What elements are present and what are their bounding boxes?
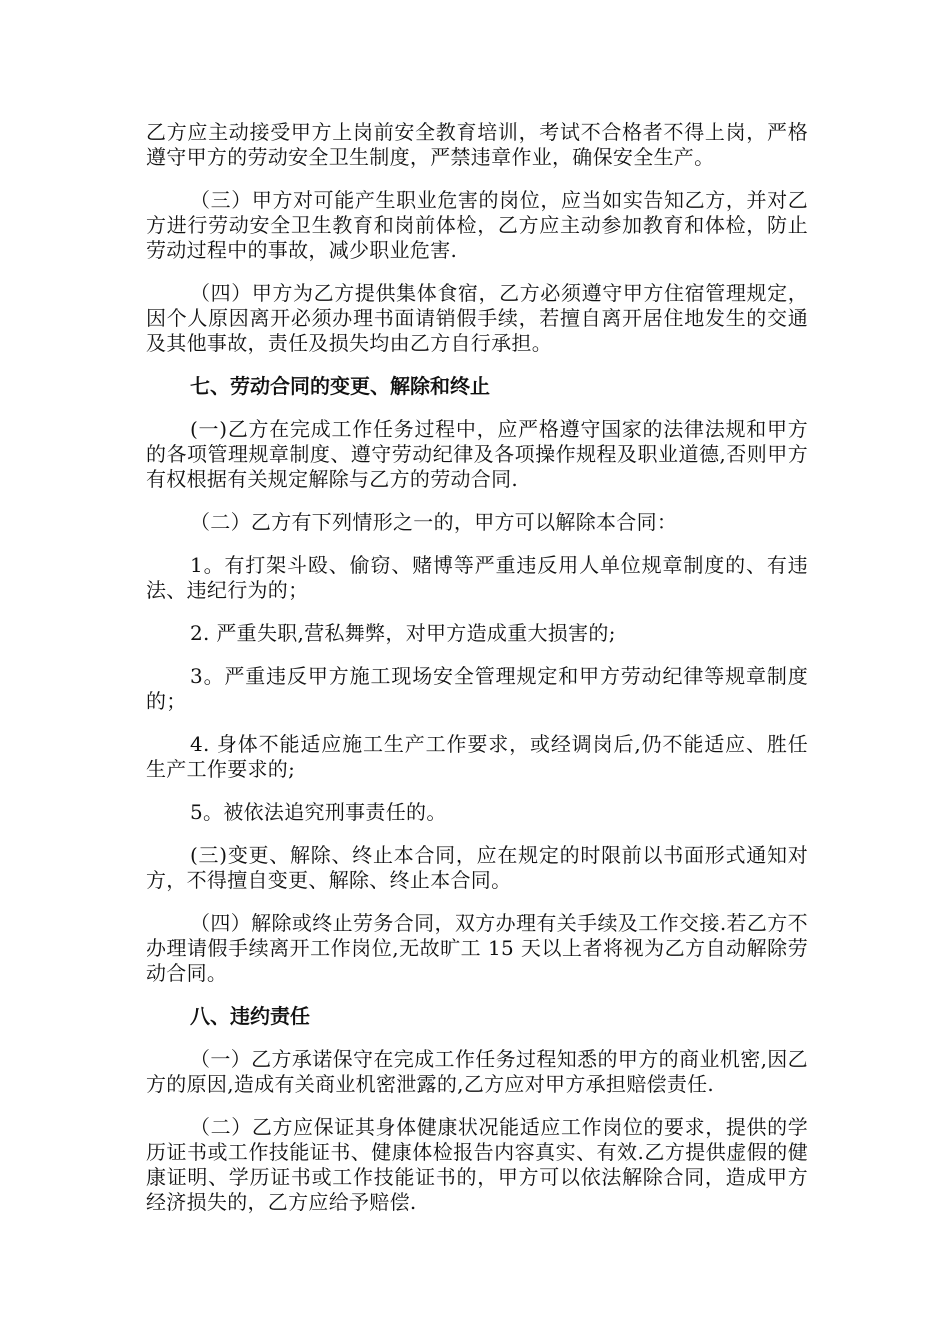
document-page — [146, 120, 808, 1233]
paragraph-confidentiality: （一）乙方承诺保守在完成工作任务过程知悉的甲方的商业机密,因乙方的原因,造成有关商业机密泄露的,乙方应对甲方承担赔偿责任. — [146, 1047, 808, 1096]
paragraph-clause-2: （二）乙方有下列情形之一的，甲方可以解除本合同： — [190, 510, 678, 534]
section-heading-contract-change: 七、劳动合同的变更、解除和终止 — [190, 374, 490, 398]
paragraph-clause-1: (一)乙方在完成工作任务过程中，应严格遵守国家的法律法规和甲方的各项管理规章制度、遵守劳动纪律及各项操作规程及职业道德,否则甲方有权根据有关规定解除与乙方的劳动合同. — [146, 417, 808, 491]
section-heading-breach-liability: 八、违约责任 — [190, 1004, 310, 1028]
paragraph-safety-training: 乙方应主动接受甲方上岗前安全教育培训，考试不合格者不得上岗，严格遵守甲方的劳动安全卫生制度，严禁违章作业，确保安全生产。 — [146, 120, 808, 169]
paragraph-health-guarantee: （二）乙方应保证其身体健康状况能适应工作岗位的要求，提供的学历证书或工作技能证书、健康体检报告内容真实、有效.乙方提供虚假的健康证明、学历证书或工作技能证书的，甲方可以依法解除合同，造成甲方经济损失的，乙方应给予赔偿. — [146, 1115, 808, 1214]
paragraph-clause-3: (三)变更、解除、终止本合同，应在规定的时限前以书面形式通知对方，不得擅自变更、解除、终止本合同。 — [146, 843, 808, 892]
paragraph-accommodation: （四）甲方为乙方提供集体食宿，乙方必须遵守甲方住宿管理规定，因个人原因离开必须办理书面请销假手续，若擅自离开居住地发生的交通及其他事故，责任及损失均由乙方自行承担。 — [146, 281, 808, 355]
list-item-4: 4. 身体不能适应施工生产工作要求，或经调岗后,仍不能适应、胜任生产工作要求的; — [146, 732, 808, 781]
list-item-5: 5。被依法追究刑事责任的。 — [190, 800, 447, 824]
list-item-3: 3。严重违反甲方施工现场安全管理规定和甲方劳动纪律等规章制度的； — [146, 664, 808, 713]
list-item-1: 1。有打架斗殴、偷窃、赌博等严重违反用人单位规章制度的、有违法、违纪行为的； — [146, 553, 808, 602]
list-item-2: 2. 严重失职,营私舞弊，对甲方造成重大损害的; — [190, 621, 616, 645]
paragraph-clause-4: （四）解除或终止劳务合同，双方办理有关手续及工作交接.若乙方不办理请假手续离开工作岗位,无故旷工 15 天以上者将视为乙方自动解除劳动合同。 — [146, 911, 808, 985]
paragraph-occupational-hazard: （三）甲方对可能产生职业危害的岗位，应当如实告知乙方，并对乙方进行劳动安全卫生教育和岗前体检，乙方应主动参加教育和体检，防止劳动过程中的事故，减少职业危害. — [146, 188, 808, 262]
